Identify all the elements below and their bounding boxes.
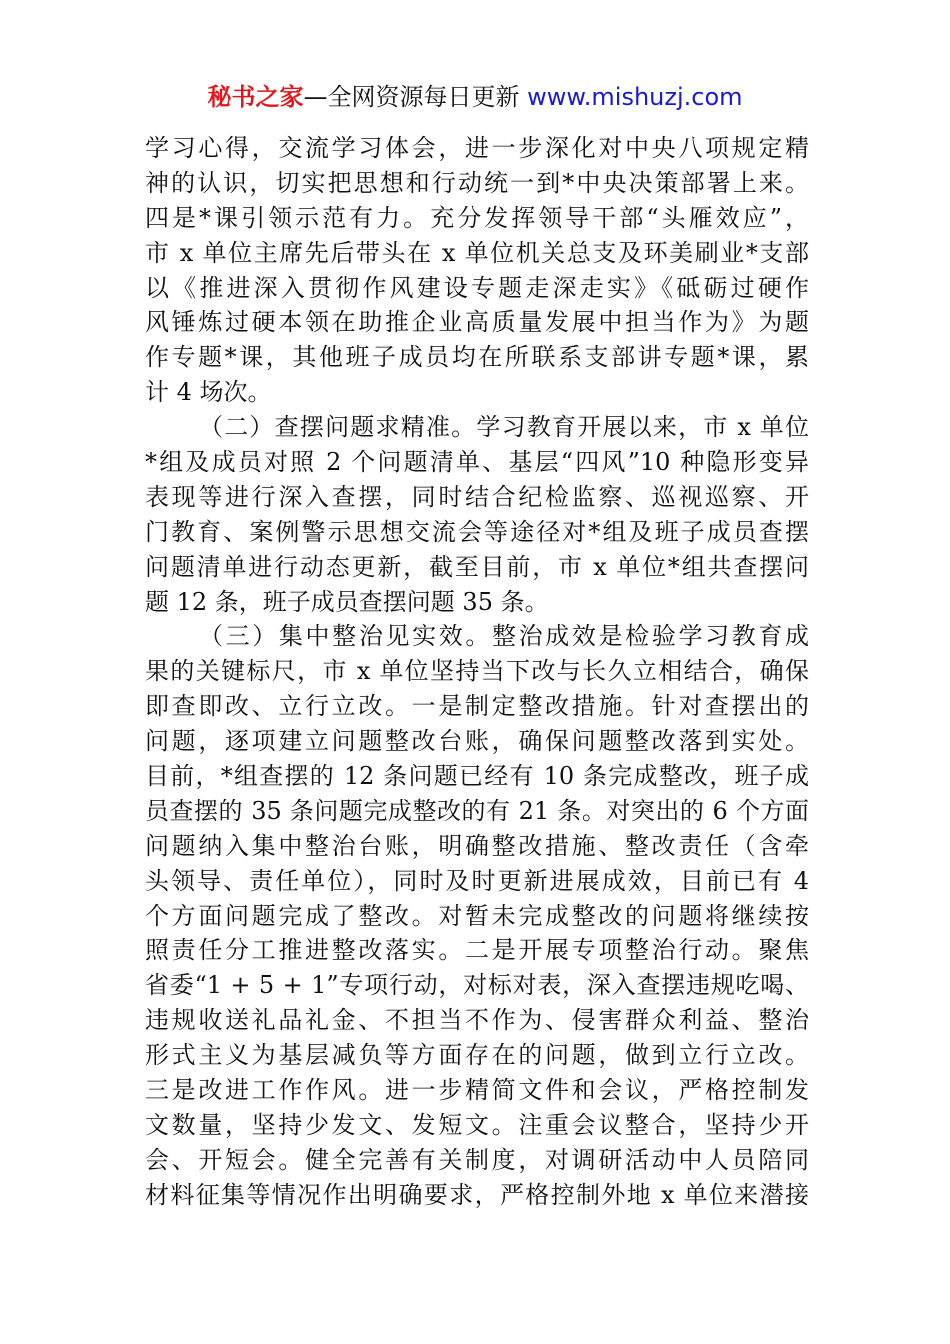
body-line: 头领导、责任单位），同时及时更新进展成效，目前已有 4 xyxy=(145,866,809,895)
body-line: 四是*课引领示范有力。充分发挥领导干部“头雁效应”， xyxy=(145,203,809,232)
body-line: 文数量，坚持少发文、发短文。注重会议整合，坚持少开 xyxy=(145,1110,809,1139)
body-line: 计 4 场次。 xyxy=(145,378,272,407)
site-tagline: —全网资源每日更新 xyxy=(303,83,528,111)
body-line: 门教育、案例警示思想交流会等途径对*组及班子成员查摆 xyxy=(145,517,809,546)
body-line: 违规收送礼品礼金、不担当不作为、侵害群众利益、整治 xyxy=(145,1006,809,1035)
body-line: 即查即改、立行立改。一是制定整改措施。针对查摆出的 xyxy=(145,692,809,721)
site-header xyxy=(0,80,950,114)
body-line: 形式主义为基层减负等方面存在的问题，做到立行立改。 xyxy=(145,1041,809,1070)
body-line: 以《推进深入贯彻作风建设专题走深走实》《砥砺过硬作 xyxy=(145,273,809,302)
document-body xyxy=(145,131,809,1213)
body-line: 神的认识，切实把思想和行动统一到*中央决策部署上来。 xyxy=(145,168,809,197)
body-line: 材料征集等情况作出明确要求，严格控制外地 x 单位来潜接 xyxy=(145,1180,809,1209)
body-line: 问题清单进行动态更新，截至目前，市 x 单位*组共查摆问 xyxy=(145,552,809,581)
body-line: 问题纳入集中整治台账，明确整改措施、整改责任（含牵 xyxy=(145,831,809,860)
section-heading-line: （三）集中整治见实效。整治成效是检验学习教育成 xyxy=(199,622,809,651)
body-line: 题 12 条，班子成员查摆问题 35 条。 xyxy=(145,587,549,616)
body-line: 市 x 单位主席先后带头在 x 单位机关总支及环美刷业*支部 xyxy=(145,238,809,267)
body-line: 目前，*组查摆的 12 条问题已经有 10 条完成整改，班子成 xyxy=(145,762,809,791)
body-line: 风锤炼过硬本领在助推企业高质量发展中担当作为》为题 xyxy=(145,308,809,337)
body-line: 会、开短会。健全完善有关制度，对调研活动中人员陪同 xyxy=(145,1145,809,1174)
body-line: 学习心得，交流学习体会，进一步深化对中央八项规定精 xyxy=(145,134,809,162)
body-line: 表现等进行深入查摆，同时结合纪检监察、巡视巡察、开 xyxy=(145,482,809,511)
body-line: 照责任分工推进整改落实。二是开展专项整治行动。聚焦 xyxy=(145,936,809,965)
site-url-link[interactable]: www.mishuzj.com xyxy=(527,83,743,111)
body-line: *组及成员对照 2 个问题清单、基层“四风”10 种隐形变异 xyxy=(145,448,809,477)
body-line: 作专题*课，其他班子成员均在所联系支部讲专题*课，累 xyxy=(145,343,809,372)
body-line: 问题，逐项建立问题整改台账，确保问题整改落到实处。 xyxy=(145,727,809,756)
site-brand: 秘书之家 xyxy=(207,83,304,111)
section-heading-line: （二）查摆问题求精准。学习教育开展以来，市 x 单位 xyxy=(199,413,809,442)
body-line: 个方面问题完成了整改。对暂未完成整改的问题将继续按 xyxy=(145,901,809,930)
body-line: 员查摆的 35 条问题完成整改的有 21 条。对突出的 6 个方面 xyxy=(145,796,809,825)
body-line: 三是改进工作作风。进一步精简文件和会议，严格控制发 xyxy=(145,1076,809,1105)
body-line: 果的关键标尺，市 x 单位坚持当下改与长久立相结合，确保 xyxy=(145,657,809,686)
body-line: 省委“1 + 5 + 1”专项行动，对标对表，深入查摆违规吃喝、 xyxy=(145,971,809,1000)
